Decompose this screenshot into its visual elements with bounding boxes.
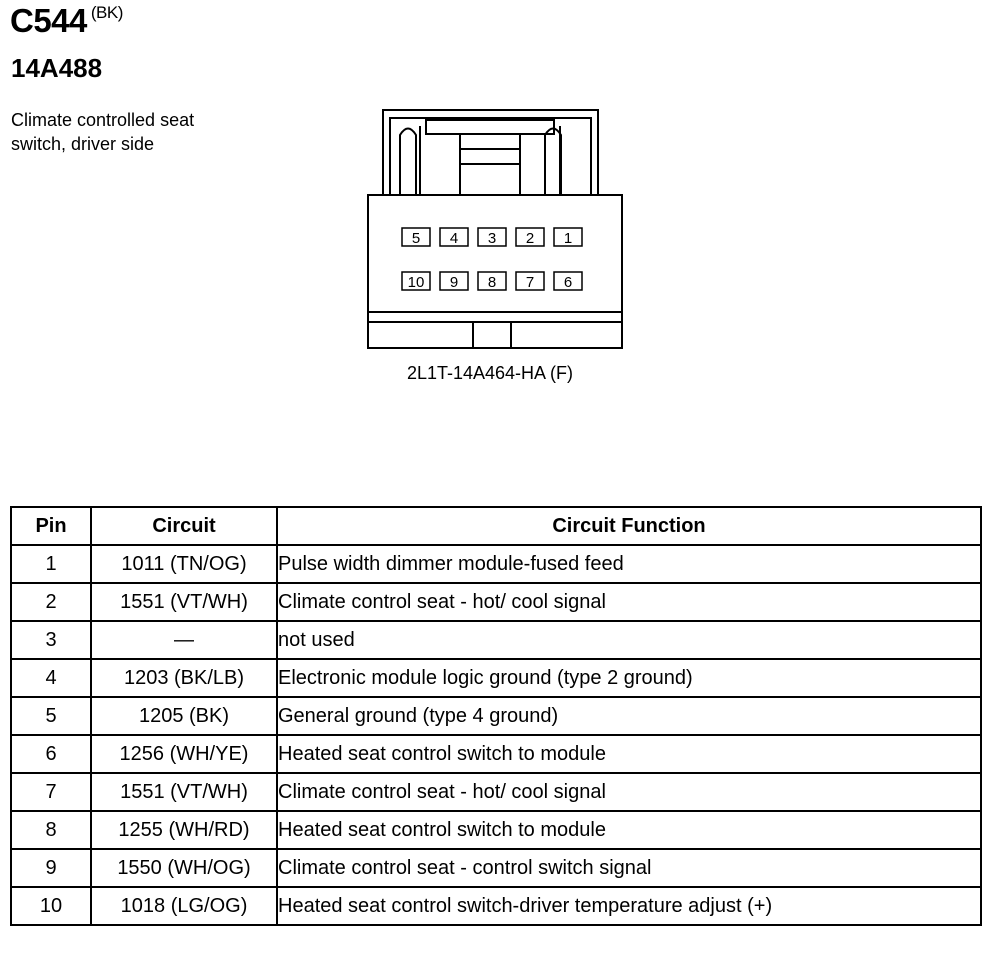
function-cell: Heated seat control switch to module — [277, 811, 981, 849]
connector-color-code: (BK) — [90, 3, 123, 22]
pin-table — [10, 506, 982, 926]
table-header-row — [11, 507, 981, 545]
circuit-cell: 1203 (BK/LB) — [91, 659, 277, 697]
pin-cell: 5 — [11, 697, 91, 735]
pin-cavity-number: 10 — [407, 274, 425, 291]
column-header-pin: Pin — [11, 507, 91, 545]
pin-cell: 6 — [11, 735, 91, 773]
pin-cell: 4 — [11, 659, 91, 697]
circuit-cell: 1551 (VT/WH) — [91, 583, 277, 621]
column-header-circuit: Circuit — [91, 507, 277, 545]
pin-cell: 8 — [11, 811, 91, 849]
function-cell: Heated seat control switch-driver temperature adjust (+) — [277, 887, 981, 925]
table-row — [11, 697, 981, 735]
table-row — [11, 773, 981, 811]
table-row — [11, 583, 981, 621]
pin-cavity-number: 1 — [563, 230, 573, 247]
function-cell: not used — [277, 621, 981, 659]
connector-part-label: 2L1T-14A464-HA (F) — [406, 363, 574, 383]
function-cell: Pulse width dimmer module-fused feed — [277, 545, 981, 583]
function-cell: Electronic module logic ground (type 2 ground) — [277, 659, 981, 697]
table-row — [11, 735, 981, 773]
connector-description — [11, 108, 271, 156]
pin-cavity-number: 3 — [487, 230, 497, 247]
pin-cavity-number: 8 — [487, 274, 497, 291]
circuit-cell: 1551 (VT/WH) — [91, 773, 277, 811]
circuit-cell: 1018 (LG/OG) — [91, 887, 277, 925]
circuit-cell: 1205 (BK) — [91, 697, 277, 735]
connector-id — [10, 2, 123, 40]
part-number: 14A488 — [11, 53, 103, 83]
pin-cell: 7 — [11, 773, 91, 811]
description-line: switch, driver side — [11, 134, 155, 154]
table-row — [11, 621, 981, 659]
connector-number: C544 — [10, 2, 87, 39]
column-header-function: Circuit Function — [277, 507, 981, 545]
function-cell: Climate control seat - hot/ cool signal — [277, 583, 981, 621]
pin-cavity-number: 4 — [449, 230, 459, 247]
pin-cell: 10 — [11, 887, 91, 925]
pin-cavity-number: 5 — [411, 230, 421, 247]
table-row — [11, 545, 981, 583]
pin-cavity-number: 7 — [525, 274, 535, 291]
circuit-cell: — — [91, 621, 277, 659]
table-row — [11, 659, 981, 697]
pin-cell: 1 — [11, 545, 91, 583]
circuit-cell: 1256 (WH/YE) — [91, 735, 277, 773]
function-cell: Climate control seat - hot/ cool signal — [277, 773, 981, 811]
circuit-cell: 1011 (TN/OG) — [91, 545, 277, 583]
pin-cell: 3 — [11, 621, 91, 659]
function-cell: Heated seat control switch to module — [277, 735, 981, 773]
description-line: Climate controlled seat — [11, 110, 195, 130]
pin-cavity-number: 9 — [449, 274, 459, 291]
table-row — [11, 887, 981, 925]
circuit-cell: 1550 (WH/OG) — [91, 849, 277, 887]
pin-cell: 2 — [11, 583, 91, 621]
circuit-cell: 1255 (WH/RD) — [91, 811, 277, 849]
pin-cavity-number: 2 — [525, 230, 535, 247]
connector-face-drawing — [360, 100, 630, 355]
table-row — [11, 849, 981, 887]
function-cell: Climate control seat - control switch signal — [277, 849, 981, 887]
function-cell: General ground (type 4 ground) — [277, 697, 981, 735]
table-row — [11, 811, 981, 849]
connector-latch — [368, 110, 613, 195]
pin-cell: 9 — [11, 849, 91, 887]
pin-cavity-number: 6 — [563, 274, 573, 291]
